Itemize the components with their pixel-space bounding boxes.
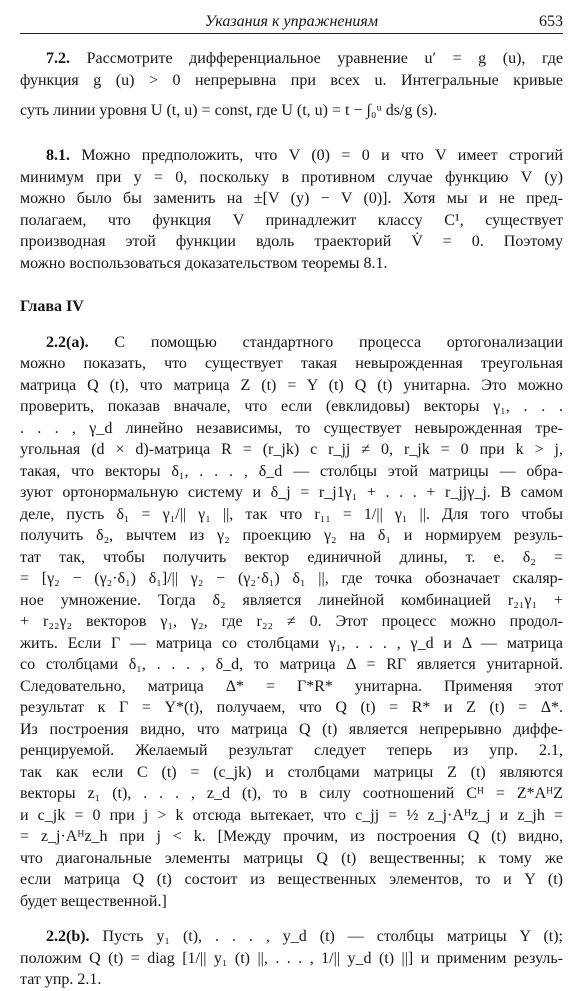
text-line: + r₂₂γ₂ векторов γ₁, γ₂, где r₂₂ ≠ 0. Этот процесс можно продол- [20, 613, 563, 630]
text-line: зуют ортонормальную систему и δ_j = r_j1γ₁ + . . . + r_jjγ_j. В самом [20, 484, 563, 501]
text-line: Из построения видно, что матрица Q (t) является непрерывно диффе- [20, 720, 563, 738]
text-line: = [γ₂ − (γ₂·δ₁) δ₁]/|| γ₂ − (γ₂·δ₁) δ₁ ||, где точка обозначает скаляр- [20, 570, 563, 587]
exercise-hint-2-2b [20, 926, 563, 991]
text-line: тат так, чтобы получить вектор единичной длины, т. е. δ₂ = [20, 548, 563, 566]
text-line: будет вещественной.] [20, 892, 167, 910]
text-line: 7.2. Рассмотрите дифференциальное уравнение u′ = g (u), где [46, 50, 564, 67]
text-line: 8.1. Можно предположить, что V (0) = 0 и что V имеет строгий [46, 147, 563, 164]
text-line: если матрица Q (t) состоит из вещественных элементов, то и Y (t) [20, 871, 563, 888]
page-body [20, 48, 563, 991]
text-line: результат к Γ = Y*(t), получаем, что Q (t) = R* и Z (t) = Δ*. [20, 699, 563, 716]
text-line: деле, пусть δ₁ = γ₁/|| γ₁ ||, так что r₁₁ = 1/|| γ₁ ||. Для того чтобы [20, 505, 563, 523]
text-line: и c_jk = 0 при j > k отсюда вытекает, что c_jj = ½ z_j·Aᴴz_j и z_jh = [20, 806, 563, 824]
chapter-heading: Глава IV [20, 298, 84, 315]
text-line: тат упр. 2.1. [20, 971, 102, 988]
running-header [20, 11, 563, 34]
text-line: можно показать, что существует такая невырожденная треугольная [20, 355, 563, 372]
text-line: . . . , γ_d линейно независимы, то существует невырожденная тре- [20, 419, 563, 437]
text-line: матрица Q (t), что матрица Z (t) = Y (t) Q (t) унитарна. Это можно [20, 376, 563, 394]
text-line: полагаем, что функция V принадлежит классу C¹, существует [20, 211, 563, 229]
text-line: ное умножение. Тогда δ₂ является линейной комбинацией r₂₁γ₁ + [20, 591, 563, 609]
exercise-number: 2.2(a). [46, 333, 89, 351]
page-number: 653 [539, 13, 563, 30]
text-line: что диагональные элементы матрицы Q (t) вещественны; к тому же [20, 849, 563, 867]
text-line: ренцируемой. Желаемый результат следует теперь из упр. 2.1, [20, 742, 563, 759]
text-line: можно было бы заменить на ±[V (y) − V (0)]. Хотя мы и не пред- [20, 190, 563, 207]
exercise-number: 8.1. [46, 147, 70, 164]
text-line: = z_j·Aᴴz_h при j < k. [Между прочим, из построения Q (t) видно, [20, 828, 563, 845]
text-line: такая, что векторы δ₁, . . . , δ_d — столбцы этой матрицы — обра- [20, 462, 563, 480]
text-line: функция g (u) > 0 непрерывна при всех u. Интегральные кривые [20, 71, 563, 89]
text-line-with-integral: суть линии уровня U (t, u) = const, где U (t, u) = t − ∫₀ᵘ ds/g (s). [20, 102, 438, 119]
text-line: со столбцами δ₁, . . . , δ_d, то матрица Δ = RΓ является унитарной. [20, 656, 563, 673]
text-line: проверить, показав вначале, что если (евклидовы) векторы γ₁, . . . [20, 398, 563, 415]
text-line: положим Q (t) = diag [1/|| y₁ (t) ||, . . . , 1/|| y_d (t) ||] и применим резуль- [20, 949, 563, 967]
exercise-number: 2.2(b). [46, 928, 90, 945]
exercise-hint-8-1 [20, 145, 563, 274]
text-line: угольная (d × d)-матрица R = (r_jk) с r_jj ≠ 0, r_jk = 0 при k > j, [20, 441, 563, 458]
text-line: жить. Если Γ — матрица со столбцами γ₁, . . . , γ_d и Δ — матрица [20, 634, 563, 652]
running-title: Указания к упражнениям [204, 13, 379, 30]
text-line: получить δ₂, вычтем из γ₂ проекцию γ₂ на δ₁ и нормируем резуль- [20, 527, 563, 544]
text-line: можно воспользоваться доказательством теоремы 8.1. [20, 254, 388, 272]
exercise-hint-2-2a [20, 332, 563, 913]
text-line: 2.2(b). Пусть y₁ (t), . . . , y_d (t) — столбцы матрицы Y (t); [46, 928, 564, 945]
text-line: производная этой функции вдоль траекторий V̇ = 0. Поэтому [20, 233, 563, 250]
text-line: 2.2(a). С помощью стандартного процесса ортогонализации [46, 333, 564, 351]
text-line: векторы z₁ (t), . . . , z_d (t), то в силу соотношений Cᴴ = Z*AᴴZ [20, 785, 563, 802]
text-line: Следовательно, матрица Δ* = Γ*R* унитарна. Применяя этот [20, 677, 563, 695]
exercise-number: 7.2. [46, 50, 70, 67]
exercise-hint-7-2 [20, 48, 563, 131]
text-line: так как если C (t) = (c_jk) и столбцами матрицы Z (t) являются [20, 763, 563, 781]
text-line: минимум при y = 0, поскольку в противном случае функцию V (y) [20, 168, 563, 186]
